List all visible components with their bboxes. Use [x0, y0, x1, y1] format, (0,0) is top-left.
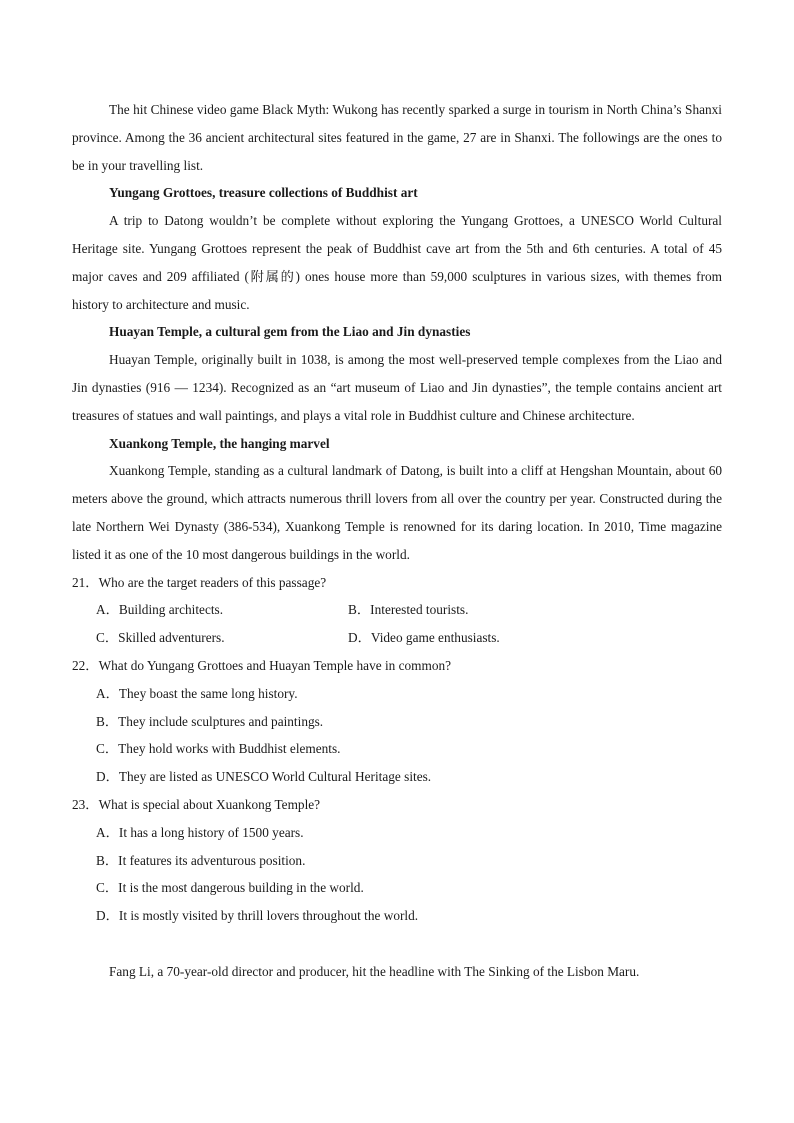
option-letter: B．	[96, 713, 119, 729]
question-text: What is special about Xuankong Temple?	[98, 796, 321, 812]
option-letter: D．	[96, 908, 119, 924]
option-23-d[interactable]	[72, 902, 722, 930]
option-letter: D．	[348, 630, 371, 646]
option-text: Skilled adventurers.	[118, 630, 225, 646]
option-letter: C．	[96, 630, 119, 646]
question-number: 21．	[72, 574, 99, 590]
option-21-a[interactable]	[96, 596, 348, 624]
option-21-b[interactable]	[348, 596, 600, 624]
option-letter: C．	[96, 880, 119, 896]
option-text: It features its adventurous position.	[118, 852, 306, 868]
option-letter: C．	[96, 741, 119, 757]
option-letter: B．	[348, 602, 371, 618]
section-heading-huayan: Huayan Temple, a cultural gem from the Liao and Jin dynasties	[109, 324, 471, 340]
option-23-b[interactable]	[72, 847, 722, 875]
section-heading-xuankong: Xuankong Temple, the hanging marvel	[109, 435, 330, 451]
option-text: It is mostly visited by thrill lovers throughout the world.	[118, 908, 419, 924]
question-text: Who are the target readers of this passage?	[98, 574, 327, 590]
option-row	[72, 596, 722, 624]
option-letter: A．	[96, 602, 119, 618]
option-text: Interested tourists.	[370, 602, 469, 618]
option-letter: A．	[96, 685, 119, 701]
question-number: 23．	[72, 796, 99, 812]
option-21-d[interactable]	[348, 624, 600, 652]
option-row	[72, 624, 722, 652]
question-21	[72, 569, 722, 597]
option-text: It is the most dangerous building in the world.	[118, 880, 364, 896]
question-number: 22．	[72, 657, 99, 673]
section-body-xuankong: Xuankong Temple, standing as a cultural landmark of Datong, is built into a cliff at Hengshan Mountain, about 60 meters above the ground, which attracts numerous thrill lovers from all over the country per year. Constructed during the late Northern Wei Dynasty (386-534), Xuankong Temple is renowned for its daring location. In 2010, Time magazine listed it as one of the 10 most dangerous buildings in the world.	[72, 463, 722, 562]
next-passage-paragraph: Fang Li, a 70-year-old director and producer, hit the headline with The Sinking of the Lisbon Maru.	[109, 963, 640, 979]
option-letter: B．	[96, 852, 119, 868]
option-22-a[interactable]	[72, 680, 722, 708]
option-23-a[interactable]	[72, 819, 722, 847]
option-text: They are listed as UNESCO World Cultural Heritage sites.	[118, 769, 432, 785]
option-text: It has a long history of 1500 years.	[118, 824, 304, 840]
option-text: Building architects.	[118, 602, 224, 618]
question-22	[72, 652, 722, 680]
option-22-d[interactable]	[72, 763, 722, 791]
option-23-c[interactable]	[72, 874, 722, 902]
option-21-c[interactable]	[96, 624, 348, 652]
question-23	[72, 791, 722, 819]
option-text: They hold works with Buddhist elements.	[118, 741, 341, 757]
option-letter: A．	[96, 824, 119, 840]
option-text: They include sculptures and paintings.	[118, 713, 324, 729]
option-text: Video game enthusiasts.	[370, 630, 500, 646]
option-text: They boast the same long history.	[118, 685, 298, 701]
section-body-yungang: A trip to Datong wouldn’t be complete without exploring the Yungang Grottoes, a UNESCO World Cultural Heritage site. Yungang Grottoes represent the peak of Buddhist cave art from the 5th and 6th centuries. A total of 45 major caves and 209 affiliated (附属的) ones house more than 59,000 sculptures in various sizes, with themes from history to architecture and music.	[72, 213, 722, 312]
section-heading-yungang: Yungang Grottoes, treasure collections of Buddhist art	[109, 185, 418, 201]
option-22-b[interactable]	[72, 708, 722, 736]
option-22-c[interactable]	[72, 735, 722, 763]
option-letter: D．	[96, 769, 119, 785]
section-body-huayan: Huayan Temple, originally built in 1038, is among the most well-preserved temple complexes from the Liao and Jin dynasties (916 — 1234). Recognized as an “art museum of Liao and Jin dynasties”, the temple contains ancient art treasures of statues and wall paintings, and plays a vital role in Buddhist culture and Chinese architecture.	[72, 352, 722, 423]
spacer	[72, 930, 722, 958]
intro-paragraph: The hit Chinese video game Black Myth: Wukong has recently sparked a surge in tourism in North China’s Shanxi province. Among the 36 ancient architectural sites featured in the game, 27 are in Shanxi. The followings are the ones to be in your travelling list.	[72, 102, 722, 173]
question-text: What do Yungang Grottoes and Huayan Temple have in common?	[98, 657, 452, 673]
